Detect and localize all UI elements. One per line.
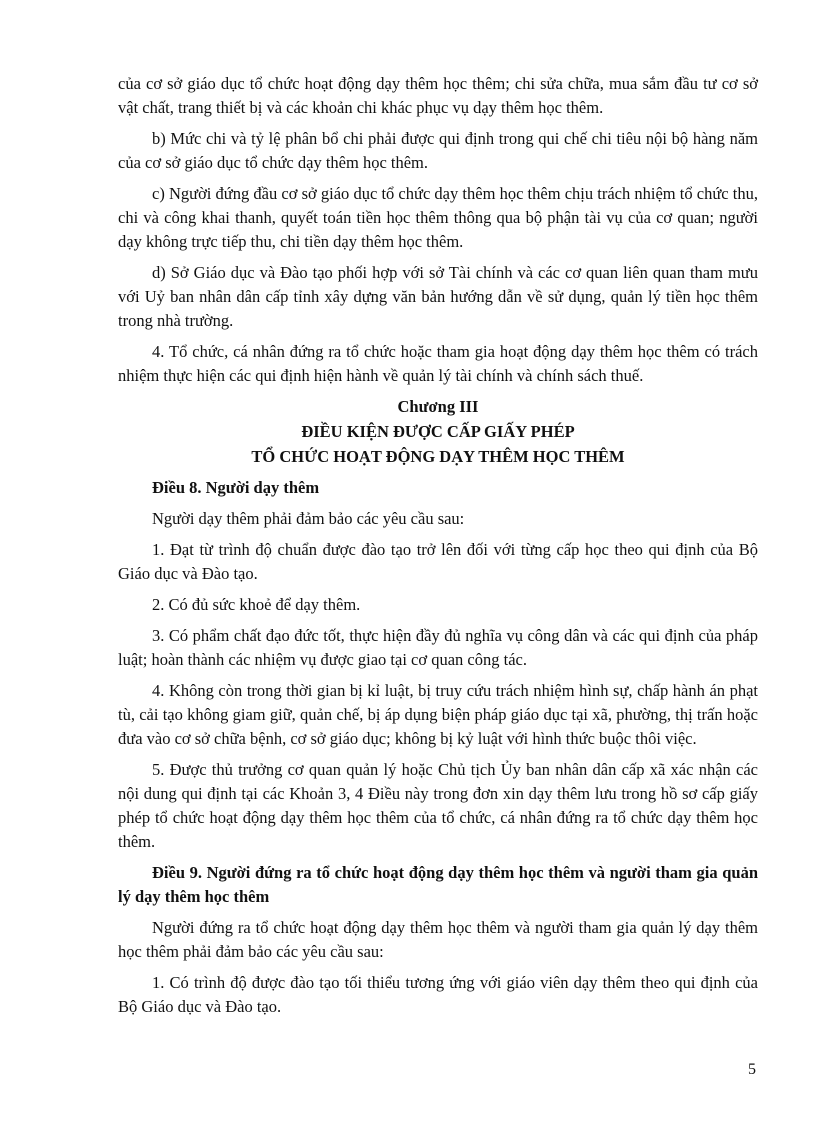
chapter-title-line2: TỔ CHỨC HOẠT ĐỘNG DẠY THÊM HỌC THÊM: [251, 447, 625, 466]
article-8-item-3: 3. Có phẩm chất đạo đức tốt, thực hiện đầy đủ nghĩa vụ công dân và các qui định của pháp luật; hoàn thành các nhiệm vụ được giao tại cơ quan công tác.: [118, 626, 758, 669]
paragraph-4: 4. Tổ chức, cá nhân đứng ra tổ chức hoặc tham gia hoạt động dạy thêm học thêm có trách nhiệm thực hiện các qui định hiện hành về quản lý tài chính và chính sách thuế.: [118, 342, 758, 385]
paragraph-continuation: của cơ sở giáo dục tổ chức hoạt động dạy thêm học thêm; chi sửa chữa, mua sắm đầu tư cơ sở vật chất, trang thiết bị và các khoản chi khác phục vụ dạy thêm học thêm.: [118, 74, 758, 117]
page-number: 5: [748, 1061, 756, 1078]
page-content: [118, 72, 758, 1026]
article-8-item-1: 1. Đạt từ trình độ chuẩn được đào tạo trở lên đối với từng cấp học theo qui định của Bộ Giáo dục và Đào tạo.: [118, 540, 758, 583]
article-8-item-5: 5. Được thủ trưởng cơ quan quản lý hoặc Chủ tịch Ủy ban nhân dân cấp xã xác nhận các nội dung qui định tại các Khoản 3, 4 Điều này trong đơn xin dạy thêm lưu trong hồ sơ cấp giấy phép tổ chức hoạt động dạy thêm học thêm của tổ chức, cá nhân đứng ra tổ chức dạy thêm học thêm.: [118, 760, 758, 851]
article-8-item-2: 2. Có đủ sức khoẻ để dạy thêm.: [152, 595, 361, 614]
chapter-title-line1: ĐIỀU KIỆN ĐƯỢC CẤP GIẤY PHÉP: [301, 422, 575, 441]
chapter-label: Chương III: [397, 397, 479, 416]
article-9-intro: Người đứng ra tổ chức hoạt động dạy thêm học thêm và người tham gia quản lý dạy thêm học thêm phải đảm bảo các yêu cầu sau:: [118, 918, 758, 961]
paragraph-b: b) Mức chi và tỷ lệ phân bổ chi phải được qui định trong qui chế chi tiêu nội bộ hàng năm của cơ sở giáo dục tổ chức dạy thêm học thêm.: [118, 129, 758, 172]
article-9-heading: Điều 9. Người đứng ra tổ chức hoạt động dạy thêm học thêm và người tham gia quản lý dạy thêm học thêm: [118, 863, 758, 906]
paragraph-d: d) Sở Giáo dục và Đào tạo phối hợp với sở Tài chính và các cơ quan liên quan tham mưu với Uỷ ban nhân dân cấp tỉnh xây dựng văn bản hướng dẫn về sử dụng, quản lý tiền học thêm trong nhà trường.: [118, 263, 758, 330]
article-8-intro: Người dạy thêm phải đảm bảo các yêu cầu sau:: [152, 509, 465, 528]
article-8-heading: Điều 8. Người dạy thêm: [152, 478, 320, 497]
article-9-item-1: 1. Có trình độ được đào tạo tối thiểu tương ứng với giáo viên dạy thêm theo qui định của Bộ Giáo dục và Đào tạo.: [118, 973, 758, 1016]
article-8-item-4: 4. Không còn trong thời gian bị kỉ luật, bị truy cứu trách nhiệm hình sự, chấp hành án phạt tù, cải tạo không giam giữ, quản chế, bị áp dụng biện pháp giáo dục tại xã, phường, thị trấn hoặc đưa vào cơ sở chữa bệnh, cơ sở giáo dục; không bị kỷ luật với hình thức buộc thôi việc.: [118, 681, 758, 748]
paragraph-c: c) Người đứng đầu cơ sở giáo dục tổ chức dạy thêm học thêm chịu trách nhiệm tổ chức thu, chi và công khai thanh, quyết toán tiền học thêm thông qua bộ phận tài vụ của cơ quan; người dạy không trực tiếp thu, chi tiền dạy thêm học thêm.: [118, 184, 758, 251]
